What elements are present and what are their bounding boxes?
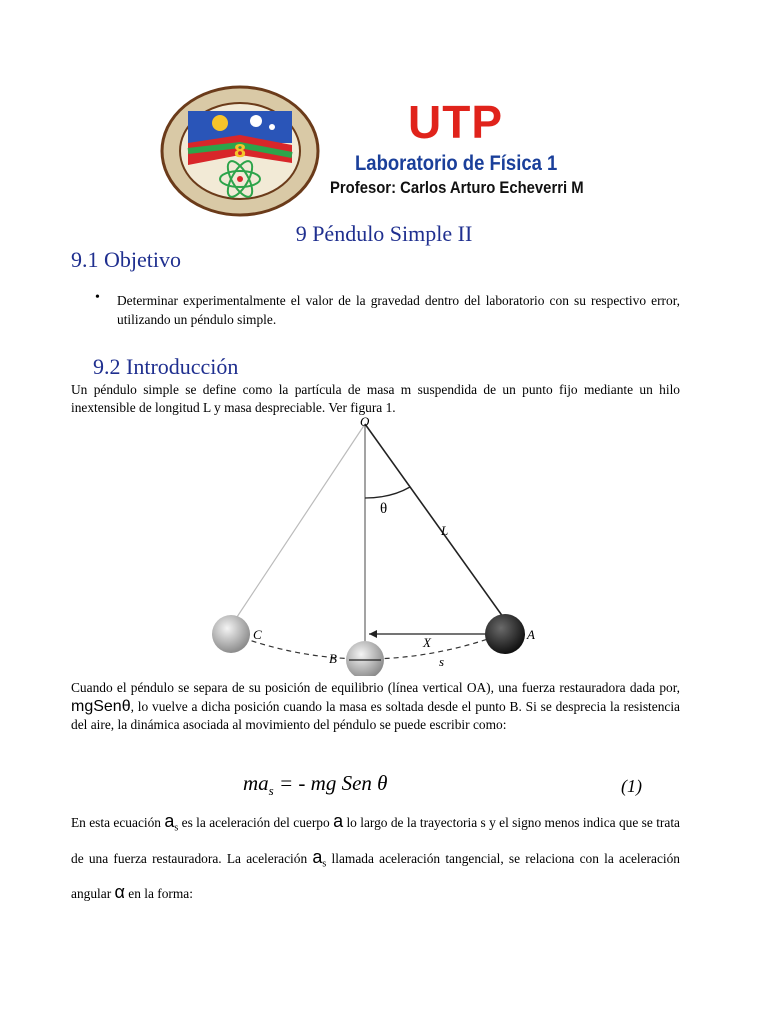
- chapter-title: 9 Péndulo Simple II: [295, 221, 473, 246]
- symbol-a: a: [333, 811, 344, 831]
- symbol-a-s: a: [164, 811, 175, 831]
- intro-paragraph: Un péndulo simple se define como la partícula de masa m suspendida de un punto fijo mediante un hilo inextensible de longitud L y masa despreciable. Ver figura 1.: [71, 382, 680, 415]
- lab-name: Laboratorio de Física 1: [355, 152, 558, 175]
- x-arrowhead: [369, 630, 377, 638]
- string-right: [365, 424, 511, 628]
- symbol-a-s-2-sub: s: [322, 858, 327, 870]
- symbol-a-s-2: a: [312, 846, 323, 867]
- string-left: [231, 424, 365, 626]
- acceleration-paragraph: [71, 807, 680, 908]
- p3-text-4: llamada aceleración tangencial, se relaciona con la aceleración angular: [71, 850, 681, 902]
- label-o: O: [360, 414, 370, 429]
- p3-text-1: En esta ecuación: [71, 815, 165, 830]
- symbol-alpha: α: [114, 882, 125, 903]
- restoring-force-formula: mgSenθ: [71, 697, 131, 715]
- eq-sub-s: s: [268, 783, 274, 799]
- bob-b: [346, 641, 384, 676]
- p3-text-2: es la aceleración del cuerpo: [178, 815, 334, 830]
- eq-rhs: = - mg Sen θ: [273, 771, 388, 795]
- bullet-marker: •: [95, 290, 100, 305]
- equation-1: [243, 771, 387, 799]
- label-s: s: [439, 654, 445, 669]
- pendulum-figure: [205, 414, 545, 676]
- eq-m: m: [243, 771, 259, 795]
- label-x: X: [423, 635, 431, 650]
- svg-text:8: 8: [233, 141, 247, 162]
- dynamics-paragraph: [71, 679, 680, 735]
- bob-c: [212, 615, 250, 653]
- p3-text-3: lo largo de la trayectoria s y el signo menos indica que se trata de una fuerza restauradora. La aceleración: [71, 815, 680, 866]
- section-heading-introduccion: 9.2 Introducción: [93, 354, 239, 379]
- eq-a: a: [258, 771, 269, 795]
- professor-name: Profesor: Carlos Arturo Echeverri M: [330, 179, 584, 197]
- equation-number: (1): [621, 776, 642, 796]
- objective-text: Determinar experimentalmente el valor de la gravedad dentro del laboratorio con su respectivo error, utilizando un péndulo simple.: [117, 293, 680, 327]
- utp-logo-text: UTP: [408, 96, 503, 148]
- p2-text-2: , lo vuelve a dicha posición cuando la masa es soltada desde el punto B. Si se desprecia la resistencia del aire, la dinámica asociada al movimiento del péndulo se puede escribir como:: [71, 698, 680, 732]
- symbol-a-s-sub: s: [174, 822, 179, 834]
- university-seal-icon: [160, 85, 320, 217]
- p2-text-1: Cuando el péndulo se separa de su posición de equilibrio (línea vertical OA), una fuerza restauradora dada por,: [71, 680, 680, 695]
- label-b: B: [329, 651, 337, 666]
- angle-arc: [365, 487, 410, 498]
- label-theta: θ: [380, 501, 388, 517]
- document-header: [160, 85, 592, 217]
- p3-text-5: en la forma:: [124, 886, 193, 902]
- bob-a: [485, 614, 525, 654]
- label-a: A: [527, 627, 535, 642]
- label-l: L: [441, 523, 449, 538]
- label-c: C: [253, 627, 262, 642]
- section-heading-objetivo: 9.1 Objetivo: [71, 247, 181, 272]
